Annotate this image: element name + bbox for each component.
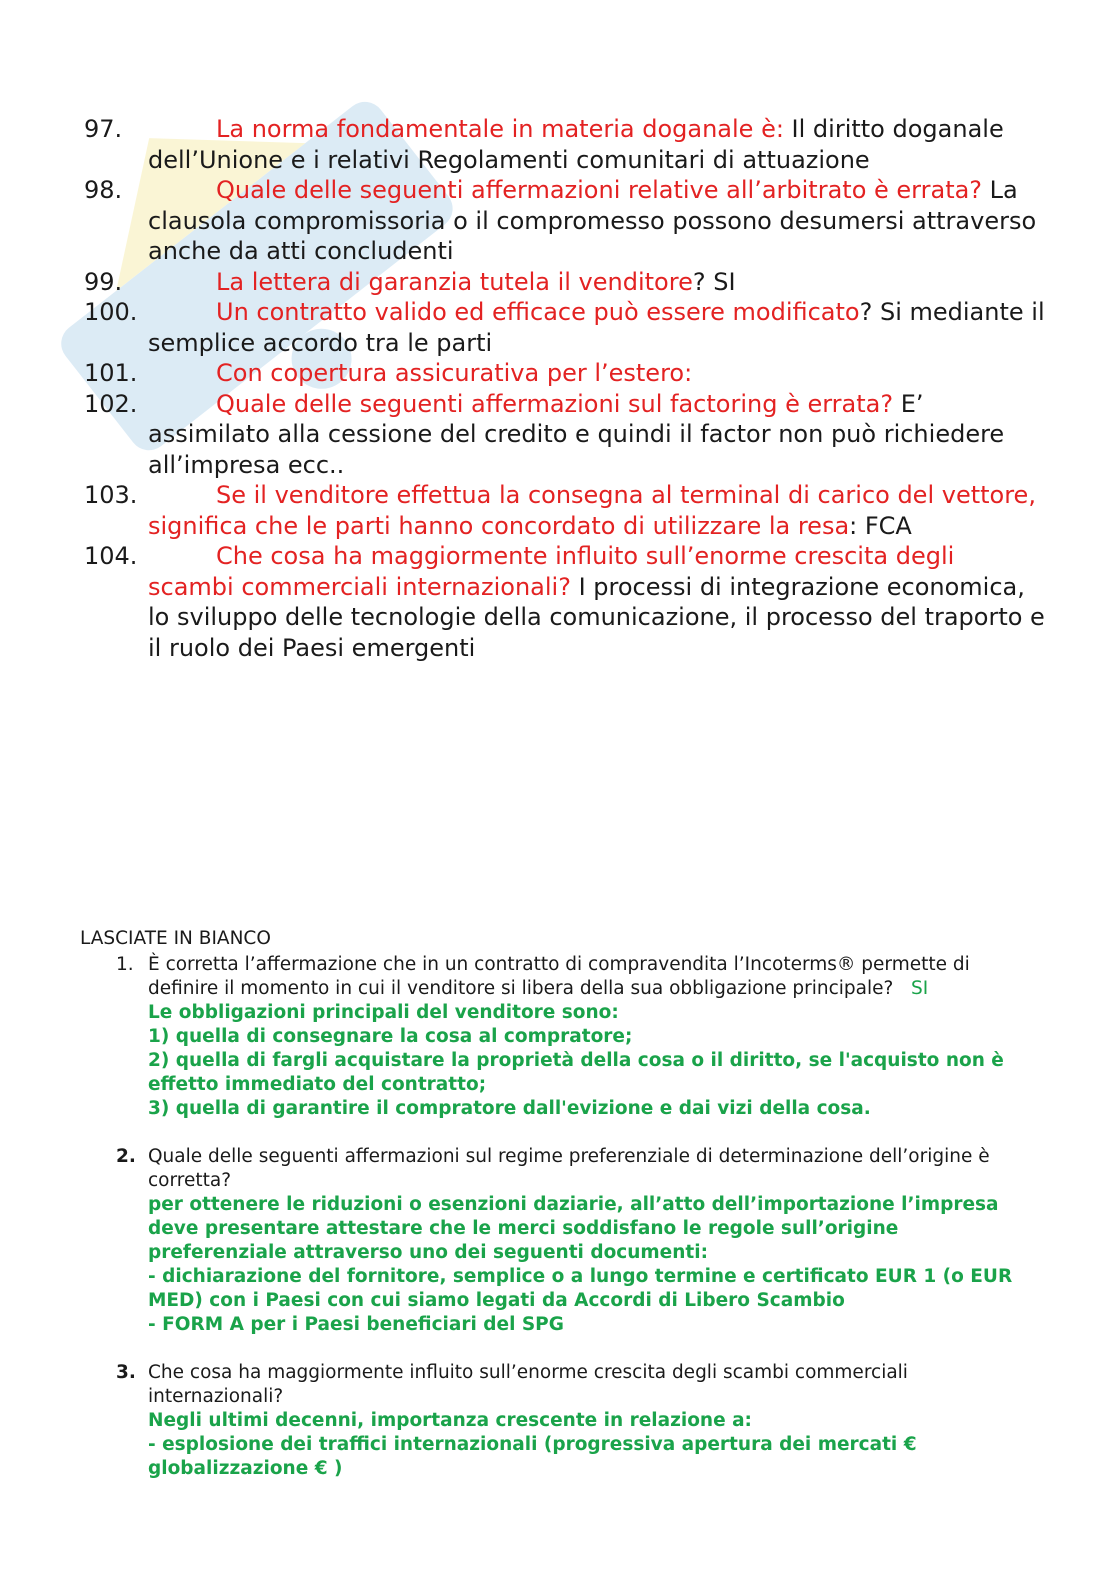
section-title: LASCIATE IN BIANCO [80, 928, 271, 949]
short-answer: SI [911, 978, 929, 999]
answer-line: per ottenere le riduzioni o esenzioni daziarie, all’atto dell’importazione l’impresa deve presentare attestare che le merci soddisfano le regole sull’origine preferenziale attraverso uno dei seguenti documenti: [148, 1194, 999, 1263]
question-number: 101. [84, 359, 138, 387]
question-item-98 [84, 175, 1046, 267]
question-text: Che cosa ha maggiormente influito sull’enorme crescita degli scambi commerciali internazionali? [148, 1362, 908, 1407]
question-number: 2. [116, 1146, 136, 1167]
blank-question-3 [80, 1361, 1040, 1481]
question-number: 102. [84, 389, 138, 418]
question-number: 1. [116, 954, 134, 975]
question-text: Se il venditore effettua la consegna al terminal di carico del vettore, significa che le parti hanno concordato di utilizzare la resa [148, 481, 1036, 540]
question-text: Che cosa ha maggiormente influito sull’enorme crescita degli scambi commerciali internazionali? [148, 542, 955, 601]
question-item-101 [84, 358, 1046, 389]
answer-line: 3) quella di garantire il compratore dall'evizione e dai vizi della cosa. [148, 1098, 871, 1119]
question-item-97 [84, 114, 1046, 175]
answer-text: E’ assimilato alla cessione del credito e quindi il factor non può richiedere all’impresa ecc.. [148, 389, 1005, 479]
answer-line: - dichiarazione del fornitore, semplice o a lungo termine e certificato EUR 1 (o EUR MED) con i Paesi con cui siamo legati da Accordi di Libero Scambio [148, 1266, 1013, 1311]
answer-text: : FCA [849, 511, 912, 540]
answer-line: Le obbligazioni principali del venditore sono: [148, 1002, 619, 1023]
question-text: Quale delle seguenti affermazioni sul factoring è errata? [216, 389, 894, 418]
question-number: 97. [84, 115, 123, 143]
question-list-numbered [84, 114, 1046, 663]
question-text: È corretta l’affermazione che in un contratto di compravendita l’Incoterms® permette di definire il momento in cui il venditore si libera della sua obbligazione principale? [148, 954, 970, 999]
question-number: 103. [84, 481, 138, 509]
question-number: 98. [84, 176, 123, 204]
question-item-99 [84, 267, 1046, 298]
answer-text: I processi di integrazione economica, lo sviluppo delle tecnologie della comunicazione, il processo del traporto e il ruolo dei Paesi emergenti [148, 572, 1045, 662]
question-item-103 [84, 480, 1046, 541]
question-text: Quale delle seguenti affermazioni relative all’arbitrato è errata? [216, 176, 983, 204]
answer-line: - esplosione dei traffici internazionali (progressiva apertura dei mercati € globalizzazione € ) [148, 1434, 917, 1479]
question-item-102 [84, 389, 1046, 481]
answer-line: 1) quella di consegnare la cosa al compratore; [148, 1026, 633, 1047]
question-number: 104. [84, 542, 138, 570]
blank-questions-section [80, 927, 1040, 1481]
question-number: 3. [116, 1362, 136, 1383]
question-text: La lettera di garanzia tutela il venditore [216, 267, 693, 296]
question-number: 99. [84, 267, 123, 296]
answer-text: Il diritto doganale dell’Unione e i relativi Regolamenti comunitari di attuazione [148, 115, 1004, 174]
blank-question-1 [80, 953, 1040, 1121]
question-text: Quale delle seguenti affermazioni sul regime preferenziale di determinazione dell’origine è corretta? [148, 1146, 990, 1191]
answer-text: ? SI [692, 267, 736, 296]
question-item-104 [84, 541, 1046, 663]
blank-question-2 [80, 1145, 1040, 1337]
answer-text: La clausola compromissoria o il compromesso possono desumersi attraverso anche da atti concludenti [148, 176, 1037, 265]
question-text: La norma fondamentale in materia doganale è: [216, 115, 784, 143]
question-text: Un contratto valido ed efficace può essere modificato [216, 298, 860, 326]
question-number: 100. [84, 298, 138, 326]
question-item-100 [84, 297, 1046, 358]
answer-line: Negli ultimi decenni, importanza crescente in relazione a: [148, 1410, 752, 1431]
answer-line: 2) quella di fargli acquistare la proprietà della cosa o il diritto, se l'acquisto non è effetto immediato del contratto; [148, 1050, 1004, 1095]
question-text: Con copertura assicurativa per l’estero: [216, 359, 693, 387]
answer-text: ? Si mediante il semplice accordo tra le parti [148, 298, 1045, 357]
answer-line: - FORM A per i Paesi beneficiari del SPG [148, 1314, 564, 1335]
